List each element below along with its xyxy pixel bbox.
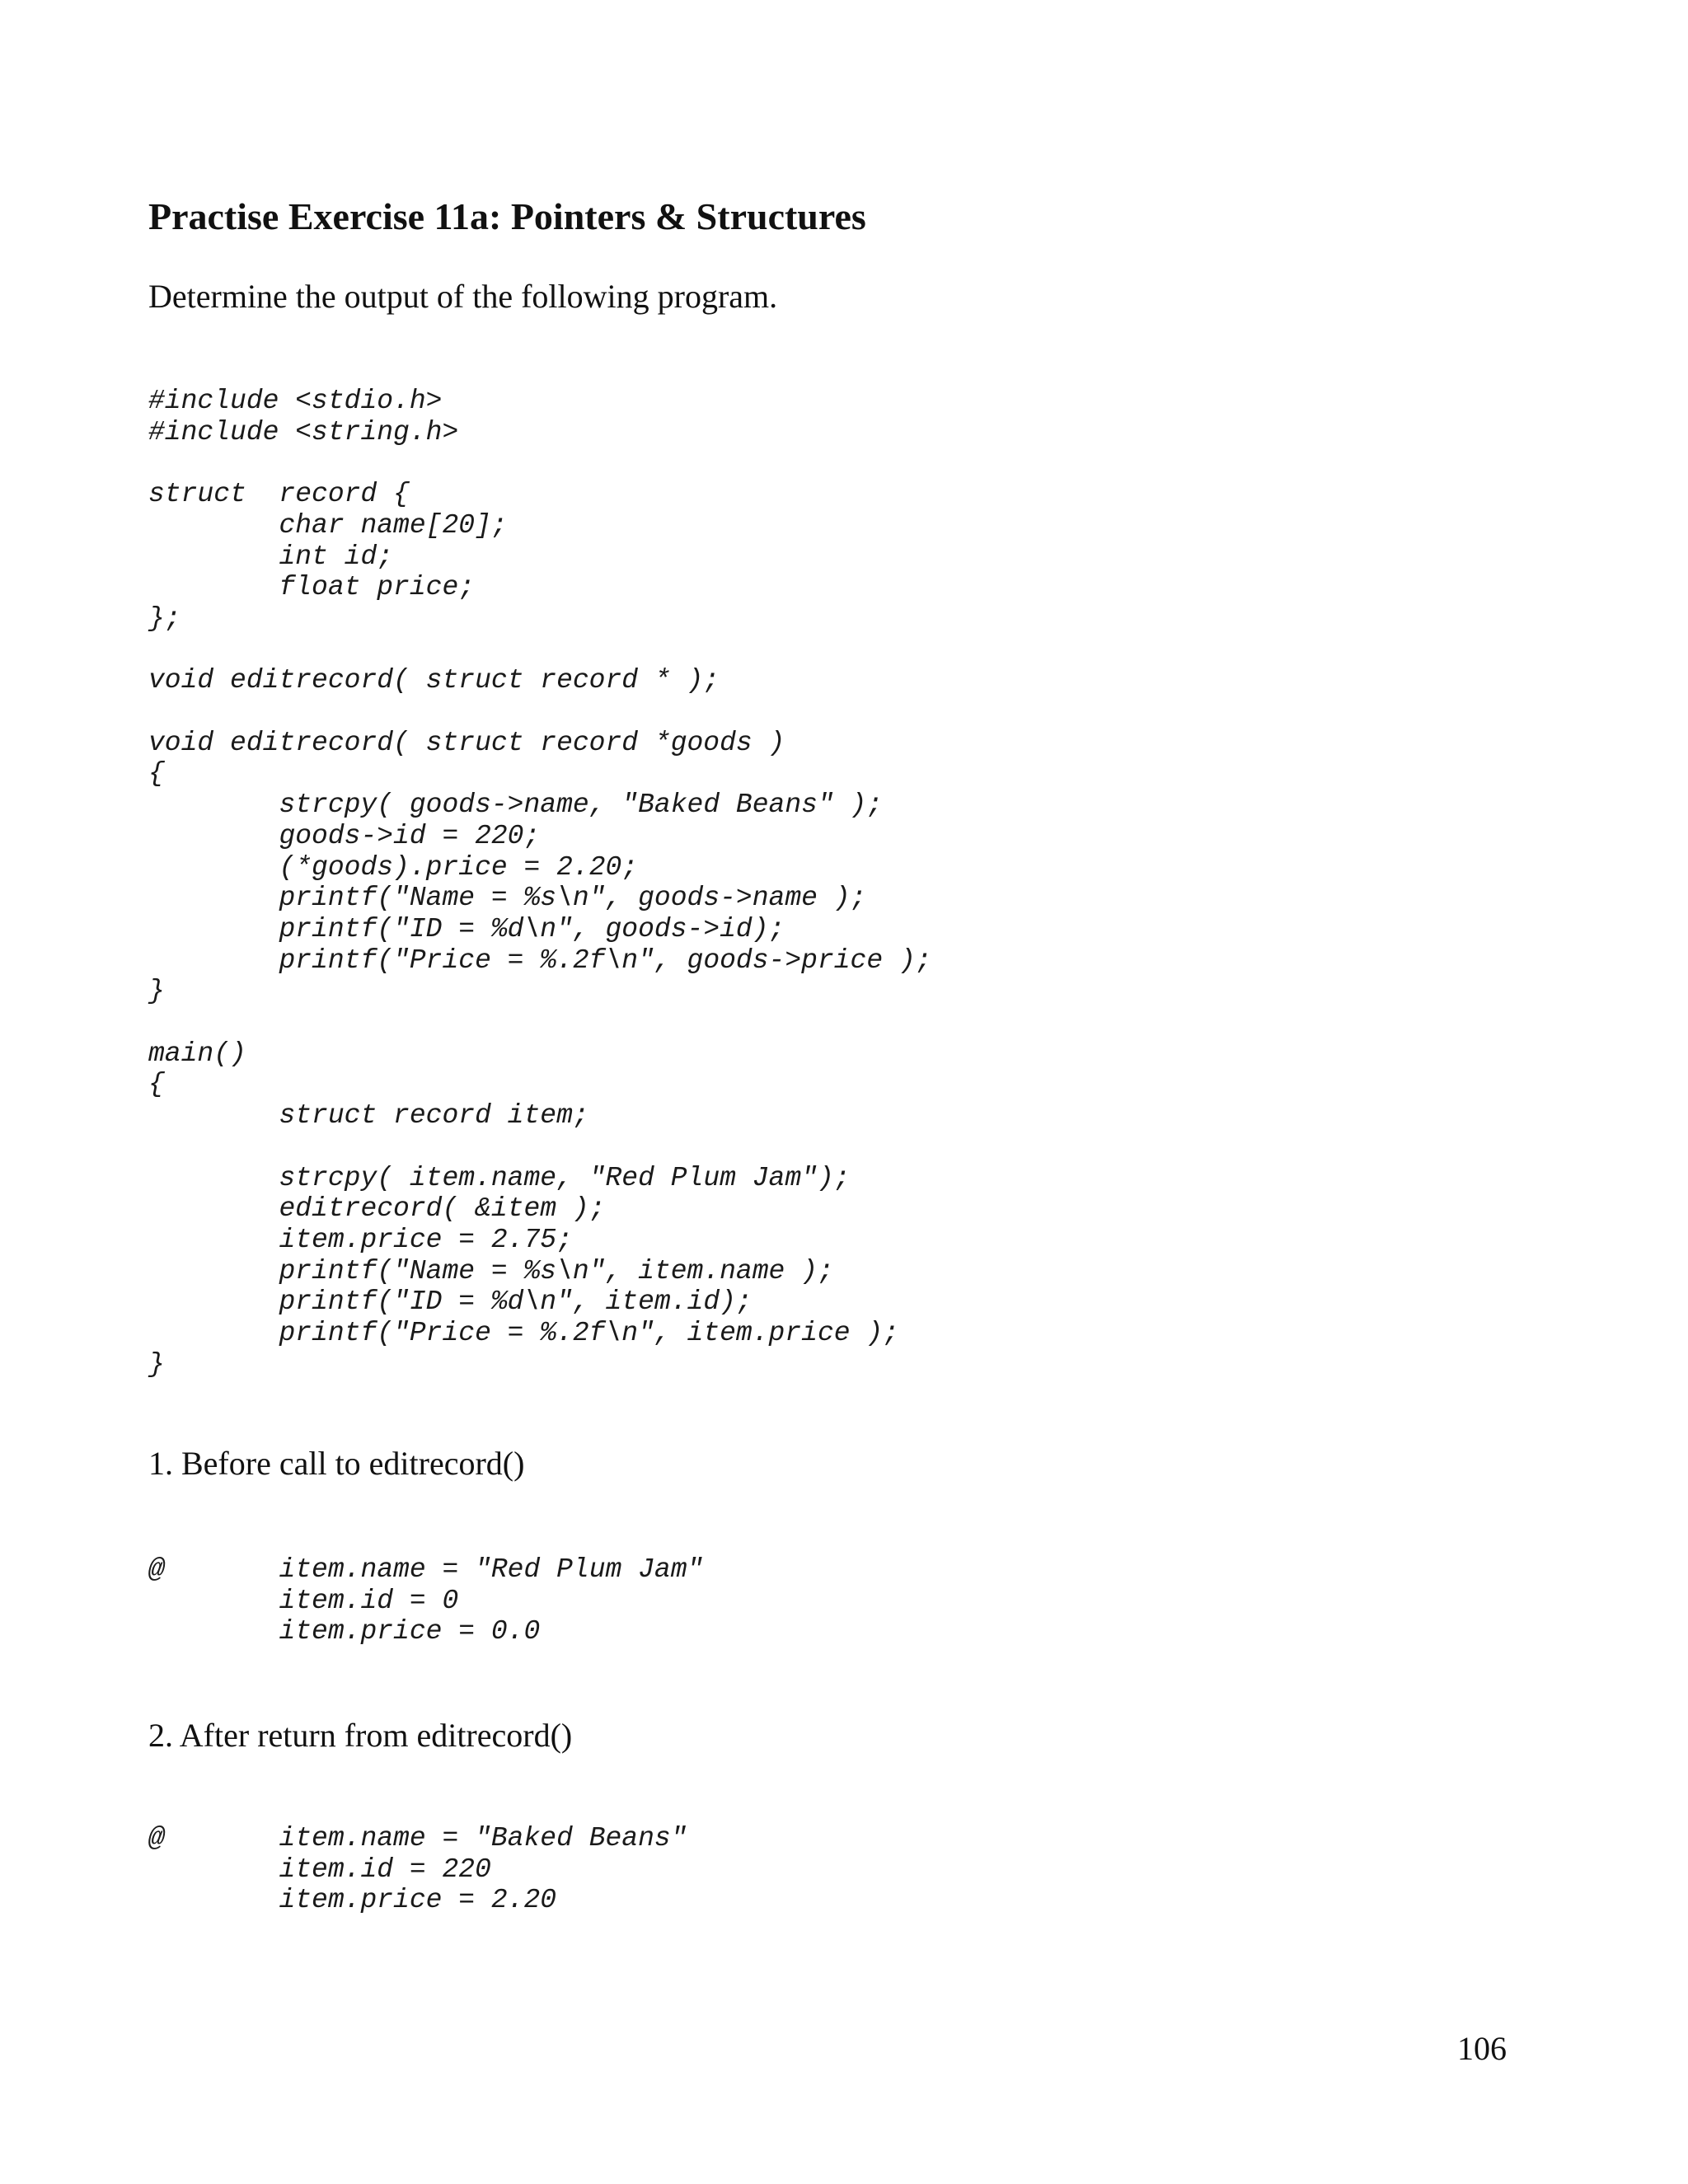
instruction-text: Determine the output of the following program. xyxy=(148,278,778,315)
question-1-label: 1. Before call to editrecord() xyxy=(148,1445,525,1482)
page-number: 106 xyxy=(1457,2030,1507,2067)
question-2-answer: @ item.name = "Baked Beans" item.id = 220 item.price = 2.20 xyxy=(148,1823,687,1916)
source-code-block: #include <stdio.h> #include <string.h> struct record { char name[20]; int id; float price; }; void editrecord( struct record * ); void editrecord( struct record *goods ) { strcpy( goods->name, "Baked Beans" ); goods->id = 220; (*goods).price = 2.20; printf("Name = %s\n", goods->name ); printf("ID = %d\n", goods->id); printf("Price = %.2f\n", goods->price ); } main() { struct record item; strcpy( item.name, "Red Plum Jam"); editrecord( &item ); item.price = 2.75; printf("Name = %s\n", item.name ); printf("ID = %d\n", item.id); printf("Price = %.2f\n", item.price ); } xyxy=(148,386,932,1380)
page-title: Practise Exercise 11a: Pointers & Structures xyxy=(148,195,866,237)
question-2-label: 2. After return from editrecord() xyxy=(148,1717,573,1754)
question-1-answer: @ item.name = "Red Plum Jam" item.id = 0 item.price = 0.0 xyxy=(148,1554,704,1647)
